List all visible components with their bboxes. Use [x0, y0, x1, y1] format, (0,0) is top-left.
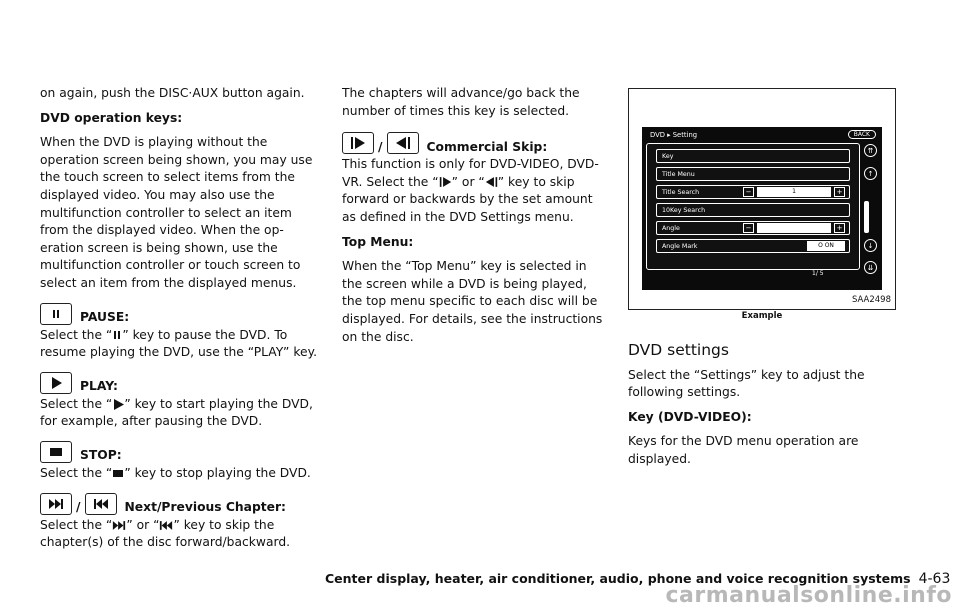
dvd-keys-body: When the DVD is playing without the operation screen being shown, you may use the touch screen to select items from the displayed video. You may also use the multifunction controller to select an item from the displayed video. When the op-eration screen is being shown, use the multifunction controller or touch screen to select an item from the displayed menus. [40, 135, 313, 290]
slash-separator: / [76, 499, 81, 514]
row-angle[interactable]: Angle − + [656, 221, 850, 235]
row-angle-mark[interactable]: Angle Mark O ON [656, 239, 850, 253]
chapters-text: The chapters will advance/go back the number of times this key is selected. [342, 86, 580, 118]
pause-body: Select the “ ” key to pause the DVD. To resume playing the DVD, use the “PLAY” key. [40, 327, 318, 360]
pause-label: PAUSE: [80, 309, 130, 324]
play-icon [40, 372, 72, 394]
skip-back-inline-icon [485, 177, 498, 187]
play-key-heading [40, 372, 322, 394]
stop-label: STOP: [80, 448, 122, 463]
stop-key-heading [40, 441, 322, 463]
screen-title: DVD ▸ Setting [650, 131, 698, 139]
plus-icon[interactable]: + [834, 223, 845, 233]
commercial-skip-body: This function is only for DVD-VIDEO, DVD-VR. Select the “ ” or “ ” key to skip forward or backwards by the set amount as defined in the DVD Settings menu. [342, 157, 599, 224]
dvd-keys-heading: DVD operation keys: [40, 110, 183, 125]
row-title-search[interactable]: Title Search − 1 + [656, 185, 850, 199]
stop-icon [40, 441, 72, 463]
footer-text: Center display, heater, air conditioner, audio, phone and voice recognition systems [325, 571, 911, 586]
chapter-body: Select the “ ” or “ ” key to skip the chapter(s) of the disc forward/backward. [40, 517, 291, 550]
column-left [40, 85, 322, 559]
section-title: DVD settings [628, 341, 729, 359]
pause-key-heading [40, 303, 322, 325]
settings-panel [646, 143, 860, 270]
play-label: PLAY: [80, 379, 118, 394]
scroll-bottom-icon[interactable]: ⇊ [864, 261, 877, 274]
play-inline-icon [112, 399, 124, 410]
skip-forward-icon [342, 132, 374, 154]
row-key[interactable]: Key [656, 149, 850, 163]
slash-separator: / [378, 139, 383, 154]
skip-back-icon [387, 132, 419, 154]
minus-icon[interactable]: − [743, 223, 754, 233]
row-10key-search[interactable]: 10Key Search [656, 203, 850, 217]
play-body: Select the “ ” key to start playing the DVD, for example, after pausing the DVD. [40, 396, 313, 429]
commercial-skip-heading [342, 132, 606, 154]
top-menu-body: When the “Top Menu” key is selected in the screen while a DVD is being played, the top menu specific to each disc will be displayed. For details, see the instructions on the disc. [342, 259, 603, 344]
title-search-value: 1 [757, 187, 831, 197]
angle-value [757, 223, 831, 233]
scrollbar[interactable] [864, 201, 869, 233]
commercial-skip-label: Commercial Skip: [426, 139, 548, 154]
previous-chapter-inline-icon [159, 521, 173, 530]
page-number: 4-63 [918, 571, 951, 587]
dvd-setting-figure [628, 88, 896, 310]
chapter-label: Next/Previous Chapter: [124, 499, 286, 514]
figure-caption: Example [741, 311, 783, 321]
dvd-setting-screen [642, 127, 882, 290]
minus-icon[interactable]: − [743, 187, 754, 197]
back-button[interactable]: BACK [848, 130, 876, 139]
row-title-menu[interactable]: Title Menu [656, 167, 850, 181]
scroll-top-icon[interactable]: ⇈ [864, 144, 877, 157]
figure-code: SAA2498 [851, 295, 891, 305]
chapter-key-heading [40, 493, 322, 515]
scroll-down-icon[interactable]: ↓ [864, 239, 877, 252]
column-middle [342, 85, 606, 353]
stop-body: Select the “ ” key to stop playing the DVD. [40, 465, 311, 480]
previous-chapter-icon [85, 493, 117, 515]
key-heading: Key (DVD-VIDEO): [628, 409, 752, 424]
settings-intro: Select the “Settings” key to adjust the following settings. [628, 367, 865, 400]
column-right [628, 342, 896, 476]
skip-forward-inline-icon [439, 177, 452, 187]
key-body: Keys for the DVD menu operation are displayed. [628, 434, 859, 466]
pause-inline-icon [112, 330, 122, 340]
pause-icon [40, 303, 72, 325]
intro-text: on again, push the DISC·AUX button again. [40, 86, 305, 100]
watermark: carmanualsonline.info [665, 583, 952, 608]
angle-mark-value: O ON [807, 241, 845, 251]
page-indicator: 1/ 5 [812, 270, 824, 277]
plus-icon[interactable]: + [834, 187, 845, 197]
next-chapter-icon [40, 493, 72, 515]
next-chapter-inline-icon [112, 521, 126, 530]
stop-inline-icon [112, 469, 124, 478]
scroll-up-icon[interactable]: ↑ [864, 167, 877, 180]
top-menu-heading: Top Menu: [342, 234, 414, 249]
